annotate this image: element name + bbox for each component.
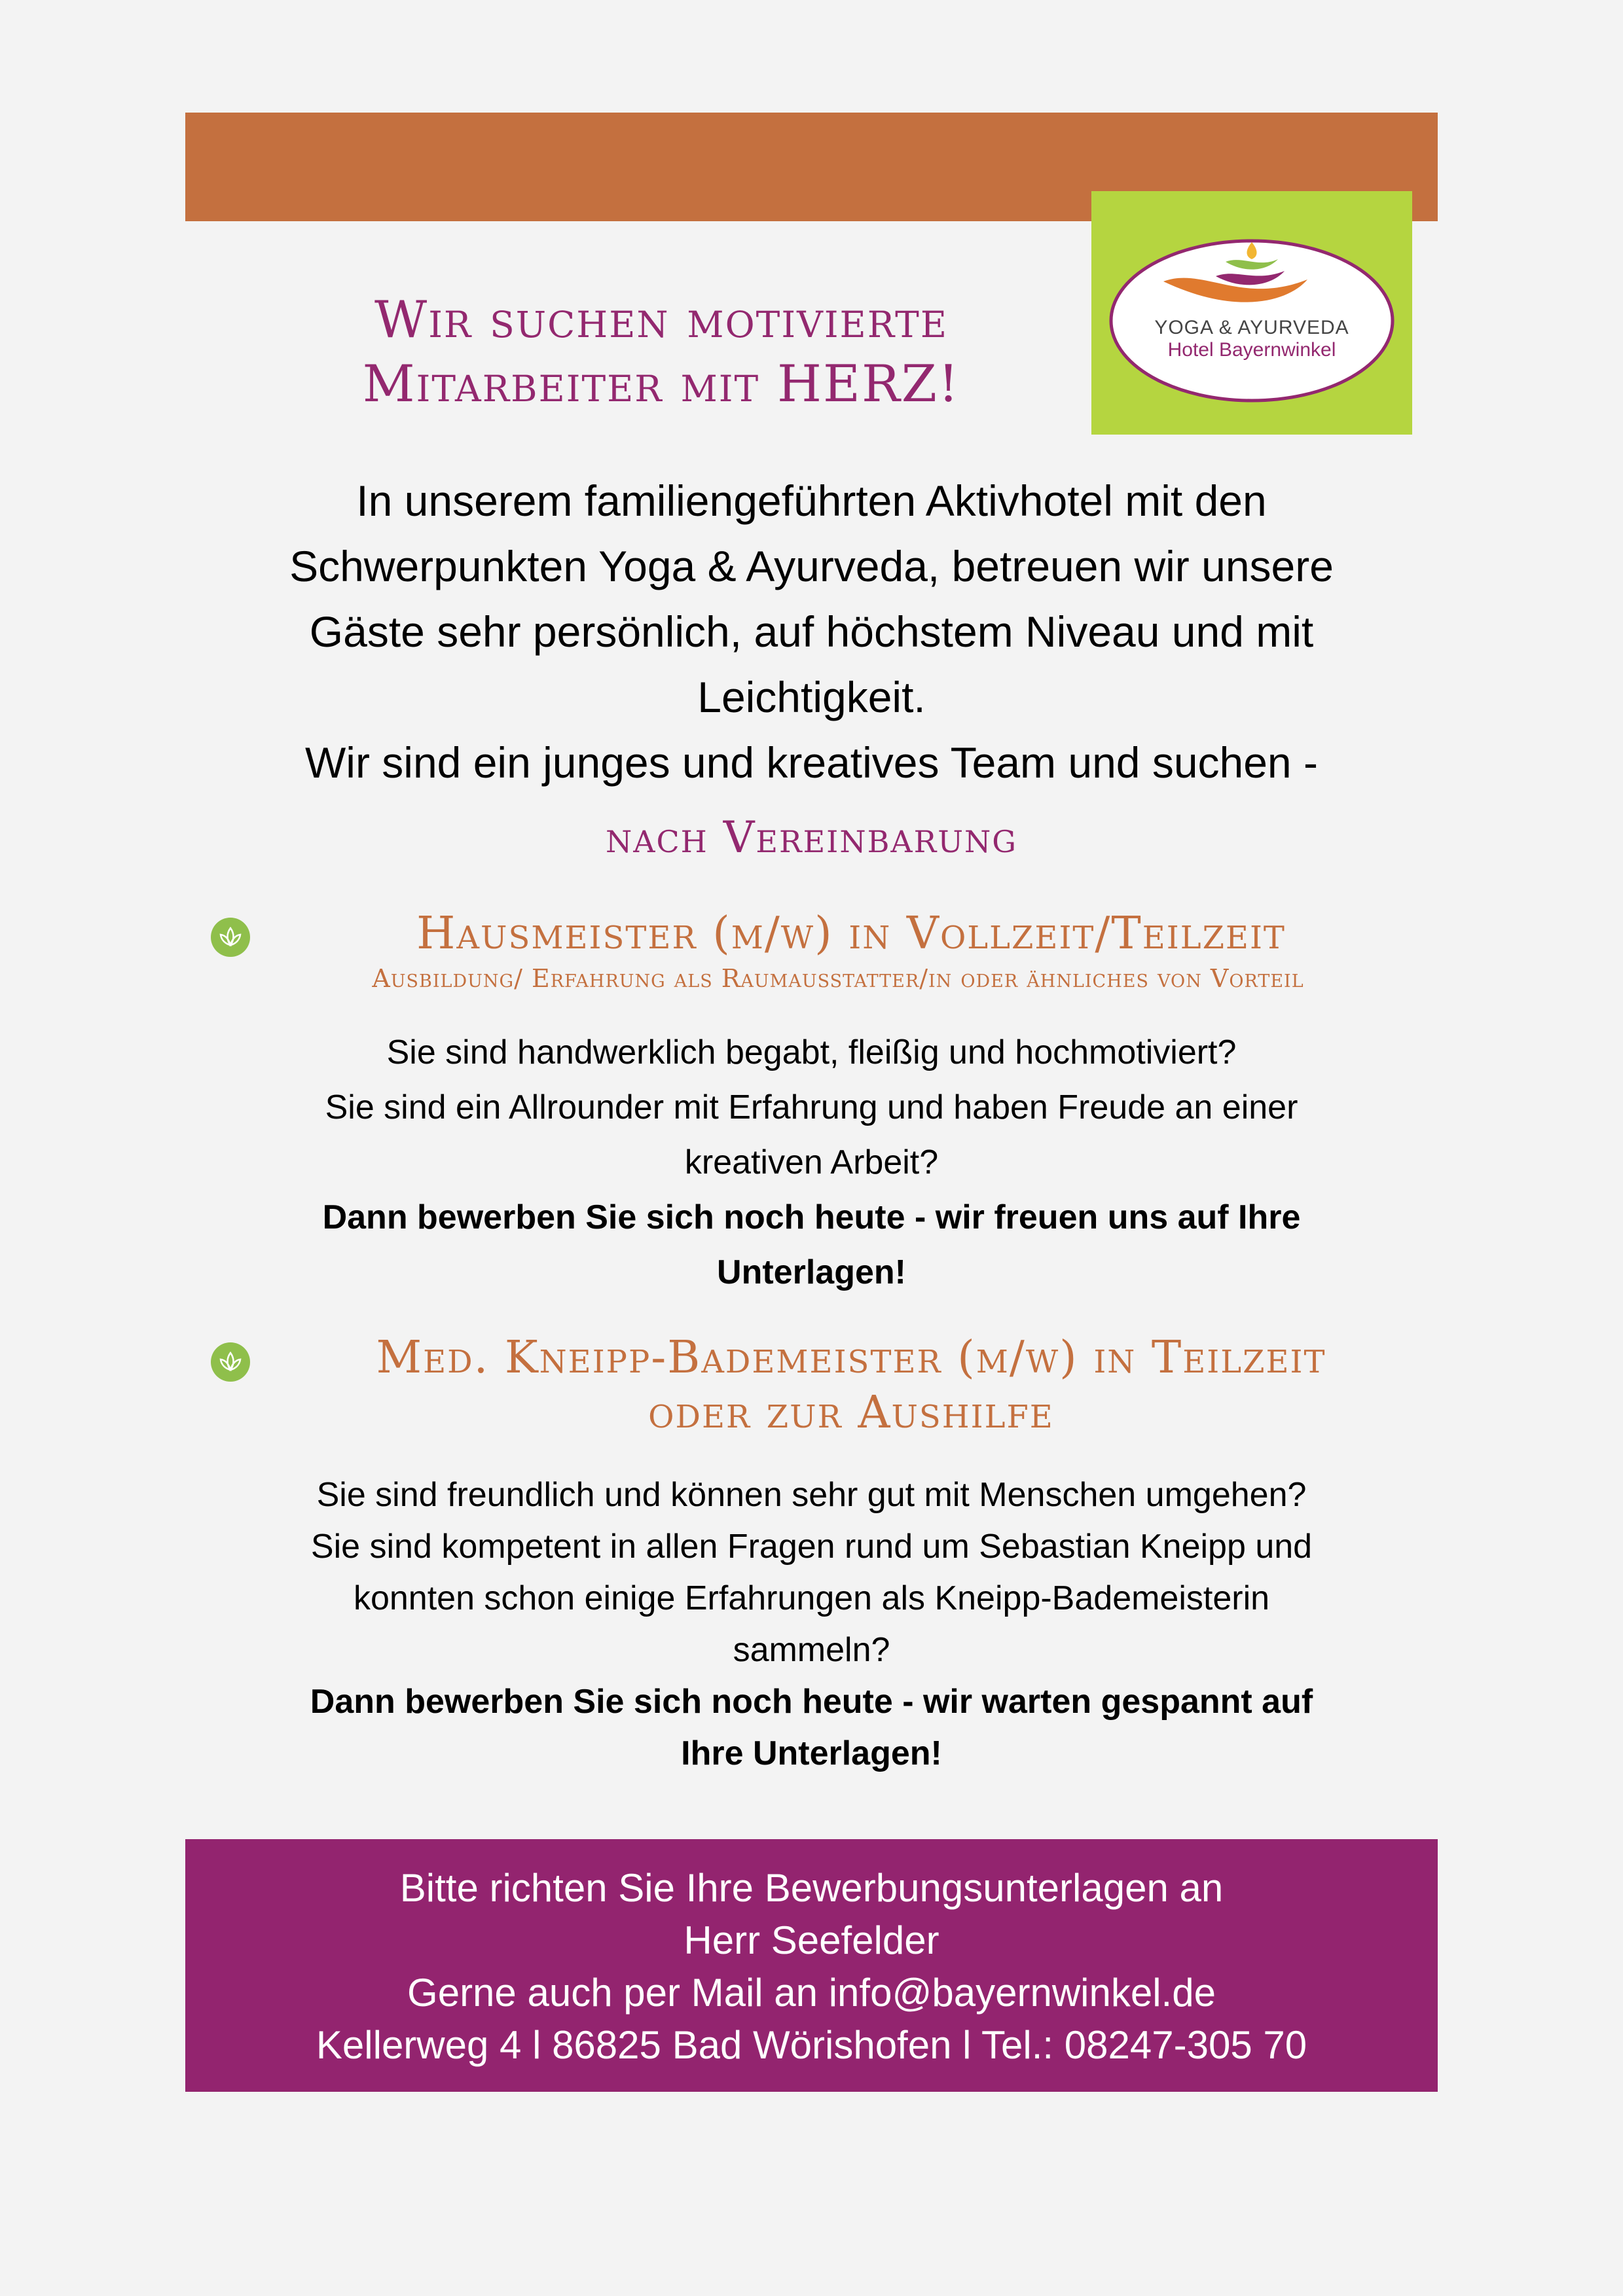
subhead: nach Vereinbarung xyxy=(605,812,1018,863)
headline-line1: Wir suchen motivierte xyxy=(374,291,948,350)
job1-subtitle: Ausbildung/ Erfahrung als Raumausstatter/in oder ähnliches von Vorteil xyxy=(372,964,1304,993)
hotel-logo xyxy=(1091,191,1412,435)
job2-description xyxy=(185,1469,1438,1780)
contact-text xyxy=(185,1862,1438,2072)
contact-line: Bitte richten Sie Ihre Bewerbungsunterlagen an xyxy=(399,1866,1224,1910)
contact-email-line: Gerne auch per Mail an info@bayernwinkel.de xyxy=(407,1971,1216,2015)
job2-title-line: oder zur Aushilfe xyxy=(648,1387,1054,1439)
lotus-icon xyxy=(211,1342,250,1382)
job1-title: Hausmeister (m/w) in Vollzeit/Teilzeit xyxy=(416,908,1286,960)
logo-line2: Hotel Bayernwinkel xyxy=(1167,339,1336,361)
intro-line: Gäste sehr persönlich, auf höchstem Niveau und mit xyxy=(309,607,1314,656)
job2-text-line: sammeln? xyxy=(733,1631,890,1669)
headline-line2: Mitarbeiter mit HERZ! xyxy=(362,355,960,414)
job2-text-line: Sie sind kompetent in allen Fragen rund um Sebastian Kneipp und xyxy=(310,1528,1313,1566)
job1-cta-line: Unterlagen! xyxy=(717,1253,906,1291)
job2-text-line: konnten schon einige Erfahrungen als Kneipp-Bademeisterin xyxy=(353,1579,1270,1617)
job2-title xyxy=(275,1331,1427,1441)
lotus-icon xyxy=(211,918,250,957)
job2-text-line: Sie sind freundlich und können sehr gut mit Menschen umgehen? xyxy=(316,1476,1307,1514)
job1-description xyxy=(185,1025,1438,1300)
job1-text-line: Sie sind handwerklich begabt, fleißig und hochmotiviert? xyxy=(386,1033,1237,1071)
intro-line: Schwerpunkten Yoga & Ayurveda, betreuen wir unsere xyxy=(289,542,1334,590)
job1-text-line: kreativen Arbeit? xyxy=(684,1143,939,1181)
job2-cta-line: Ihre Unterlagen! xyxy=(681,1734,942,1772)
intro-paragraph xyxy=(185,468,1438,795)
job2-title-line: Med. Kneipp-Bademeister (m/w) in Teilzeit xyxy=(376,1332,1326,1384)
page-headline xyxy=(249,288,1074,416)
job1-text-line: Sie sind ein Allrounder mit Erfahrung und haben Freude an einer xyxy=(325,1088,1298,1126)
intro-line: Wir sind ein junges und kreatives Team und suchen - xyxy=(305,738,1318,787)
intro-line: Leichtigkeit. xyxy=(697,673,926,721)
job2-cta-line: Dann bewerben Sie sich noch heute - wir warten gespannt auf xyxy=(310,1683,1313,1721)
contact-address-line: Kellerweg 4 l 86825 Bad Wörishofen l Tel.: 08247-305 70 xyxy=(316,2023,1307,2067)
job1-cta-line: Dann bewerben Sie sich noch heute - wir freuen uns auf Ihre xyxy=(322,1198,1301,1236)
lotus-logo-icon xyxy=(1091,191,1412,435)
logo-line1: YOGA & AYURVEDA xyxy=(1154,317,1349,338)
intro-line: In unserem familiengeführten Aktivhotel mit den xyxy=(356,476,1267,525)
contact-line: Herr Seefelder xyxy=(684,1918,939,1962)
